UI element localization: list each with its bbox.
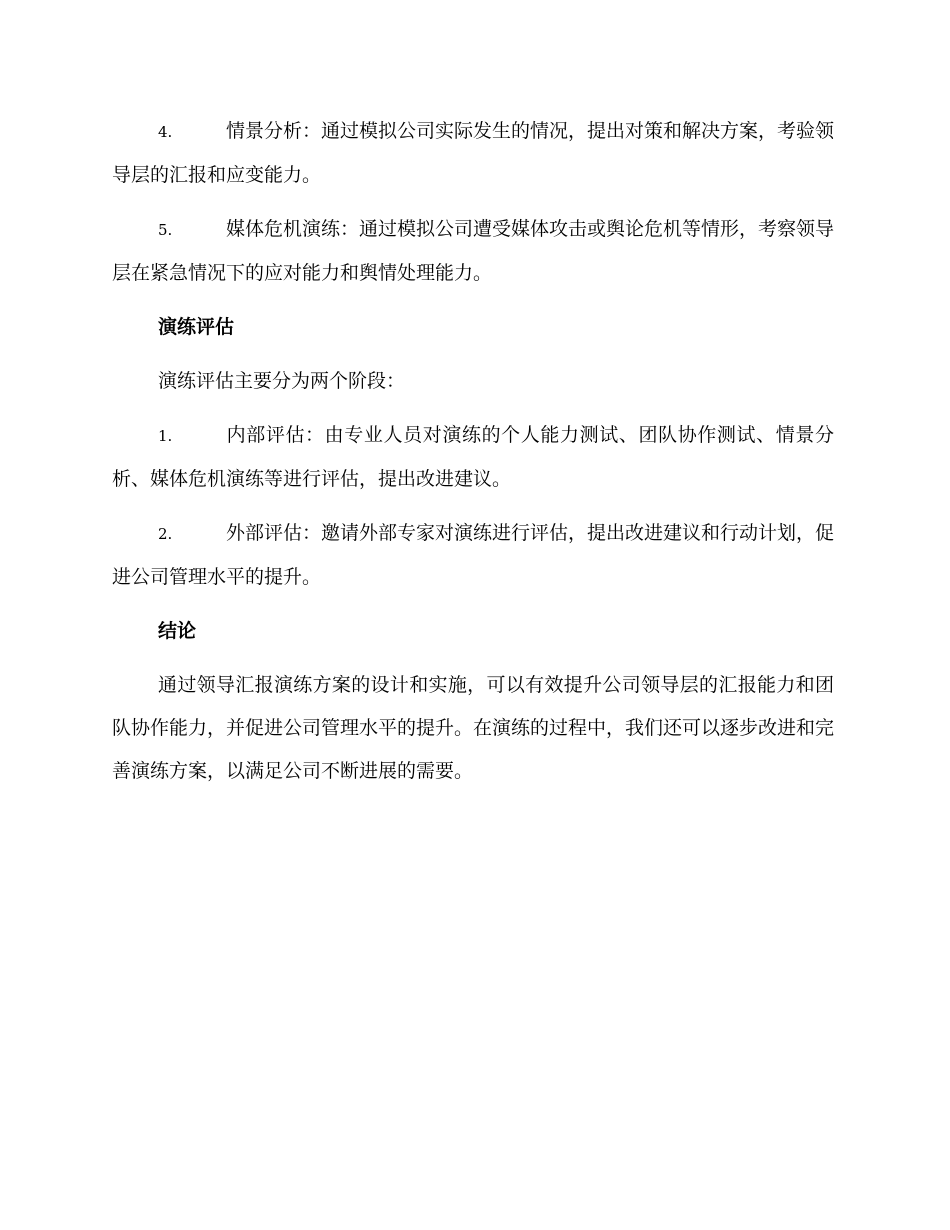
conclusion-paragraph: 通过领导汇报演练方案的设计和实施，可以有效提升公司领导层的汇报能力和团队协作能力，并促进公司管理水平的提升。在演练的过程中，我们还可以逐步改进和完善演练方案，以满足公司不断进展的需要。 <box>112 674 835 782</box>
section-heading-evaluation: 演练评估 <box>158 316 235 338</box>
list-text: 情景分析：通过模拟公司实际发生的情况，提出对策和解决方案，考验领导层的汇报和应变能力。 <box>112 120 835 186</box>
document-body <box>112 110 834 804</box>
list-item <box>112 110 834 197</box>
list-number: 4. <box>158 123 173 141</box>
list-text: 内部评估：由专业人员对演练的个人能力测试、团队协作测试、情景分析、媒体危机演练等进行评估，提出改进建议。 <box>112 424 834 490</box>
list-item <box>112 414 834 501</box>
list-number: 1. <box>158 427 173 445</box>
list-number: 2. <box>158 525 173 543</box>
section-heading-conclusion: 结论 <box>158 620 197 642</box>
list-text: 外部评估：邀请外部专家对演练进行评估，提出改进建议和行动计划，促进公司管理水平的提升。 <box>112 522 835 588</box>
list-number: 5. <box>158 221 173 239</box>
list-text: 媒体危机演练：通过模拟公司遭受媒体攻击或舆论危机等情形，考察领导层在紧急情况下的应对能力和舆情处理能力。 <box>112 218 835 284</box>
list-item <box>112 512 834 599</box>
list-item <box>112 208 834 295</box>
evaluation-intro: 演练评估主要分为两个阶段： <box>158 370 406 392</box>
